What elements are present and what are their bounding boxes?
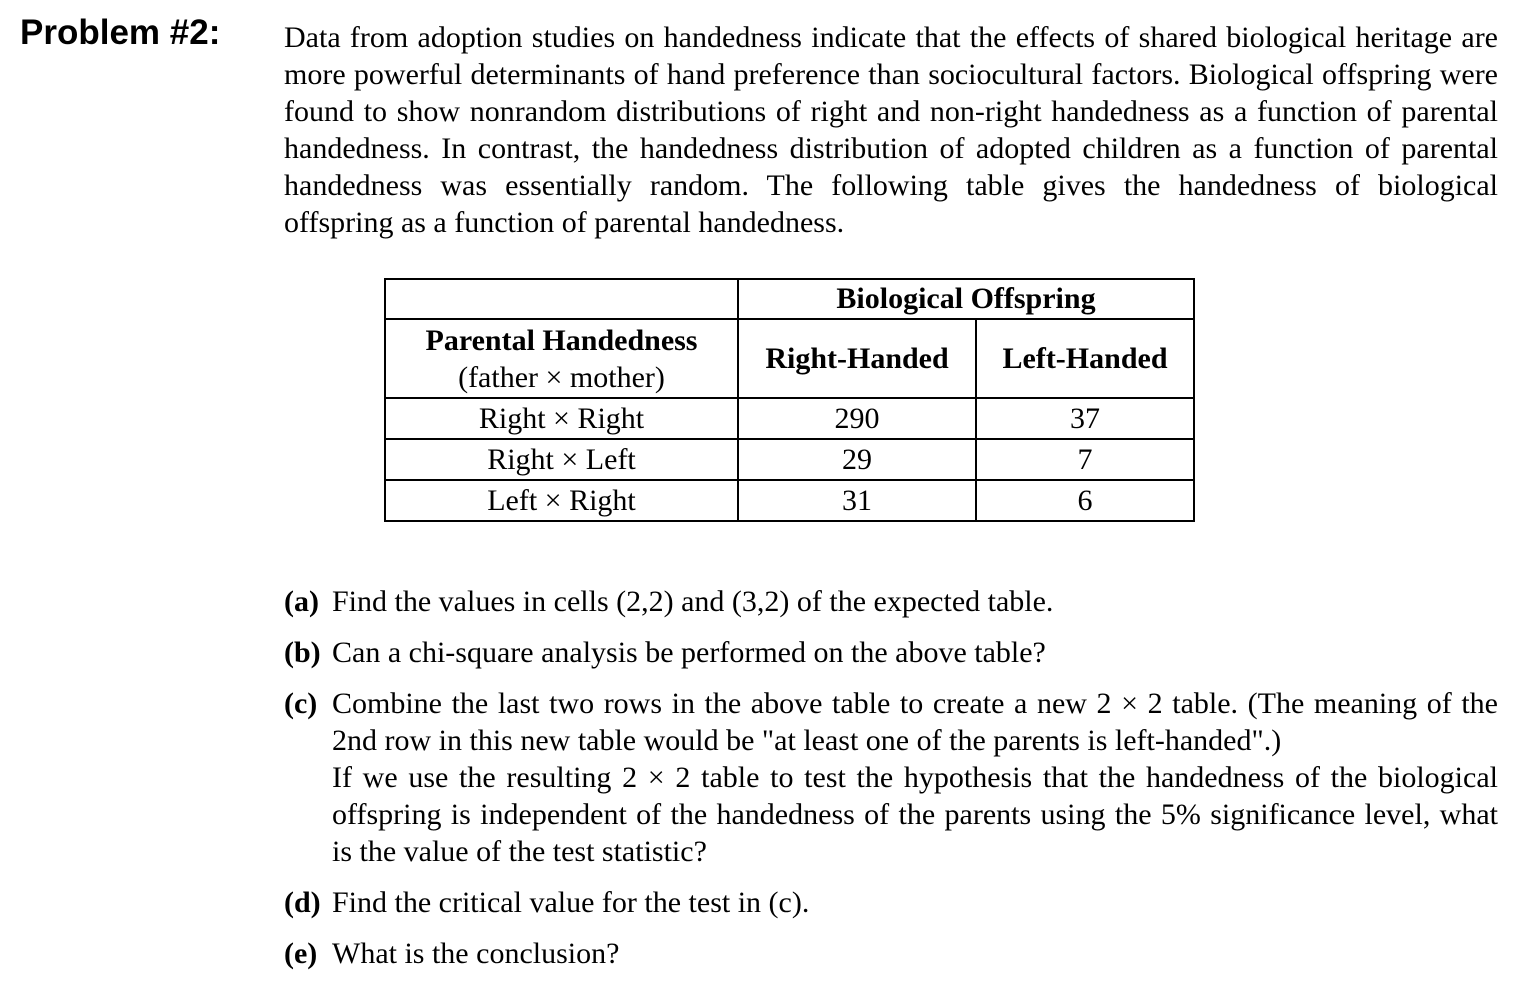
question-text: Can a chi-square analysis be performed on the above table? bbox=[332, 636, 1046, 669]
left-handed-count: 7 bbox=[976, 439, 1194, 480]
table-column-header-row bbox=[385, 319, 1194, 398]
question-text-continued: If we use the resulting 2 × 2 table to test the hypothesis that the handedness of the biological offspring is independent of the handedness of the parents using the 5% significance level, what is the value of the test statistic? bbox=[332, 761, 1498, 868]
question-label: (c) bbox=[284, 687, 318, 720]
question-list bbox=[284, 583, 1498, 986]
table-row bbox=[385, 398, 1194, 439]
left-handed-count: 37 bbox=[976, 398, 1194, 439]
right-handed-count: 31 bbox=[738, 480, 976, 521]
right-handed-header: Right-Handed bbox=[738, 319, 976, 398]
biological-offspring-header: Biological Offspring bbox=[738, 279, 1194, 319]
parental-handedness-title: Parental Handedness bbox=[425, 323, 698, 357]
table-row bbox=[385, 480, 1194, 521]
question-label: (d) bbox=[284, 886, 321, 919]
table-empty-corner bbox=[385, 279, 738, 319]
parental-handedness-header bbox=[385, 319, 738, 398]
right-handed-count: 290 bbox=[738, 398, 976, 439]
question-c bbox=[284, 685, 1498, 870]
question-a bbox=[284, 583, 1498, 620]
left-handed-count: 6 bbox=[976, 480, 1194, 521]
handedness-table bbox=[384, 278, 1195, 522]
right-handed-count: 29 bbox=[738, 439, 976, 480]
question-d bbox=[284, 884, 1498, 921]
question-label: (e) bbox=[284, 937, 318, 970]
problem-label: Problem #2: bbox=[20, 13, 221, 52]
problem-intro: Data from adoption studies on handedness indicate that the effects of shared biological heritage are more powerful determinants of hand preference than sociocultural factors. Biological offspring were found to show nonrandom distributions of right and non-right handedness as a function of parental handedness. In contrast, the handedness distribution of adopted children as a function of parental handedness was essentially random. The following table gives the handedness of biological offspring as a function of parental handedness. bbox=[284, 21, 1498, 239]
row-label: Left × Right bbox=[385, 480, 738, 521]
question-b bbox=[284, 634, 1498, 671]
question-text: Find the critical value for the test in (c). bbox=[332, 886, 810, 919]
question-text: What is the conclusion? bbox=[332, 937, 620, 970]
left-handed-header: Left-Handed bbox=[976, 319, 1194, 398]
question-label: (b) bbox=[284, 636, 321, 669]
table-group-header-row bbox=[385, 279, 1194, 319]
row-label: Right × Right bbox=[385, 398, 738, 439]
question-text: Combine the last two rows in the above table to create a new 2 × 2 table. (The meaning of the 2nd row in this new table would be "at least one of the parents is left-handed".) bbox=[332, 687, 1498, 757]
table-row bbox=[385, 439, 1194, 480]
row-label: Right × Left bbox=[385, 439, 738, 480]
question-e bbox=[284, 935, 1498, 972]
question-text: Find the values in cells (2,2) and (3,2) of the expected table. bbox=[332, 585, 1054, 618]
parental-handedness-subtitle: (father × mother) bbox=[458, 360, 665, 394]
question-label: (a) bbox=[284, 585, 319, 618]
